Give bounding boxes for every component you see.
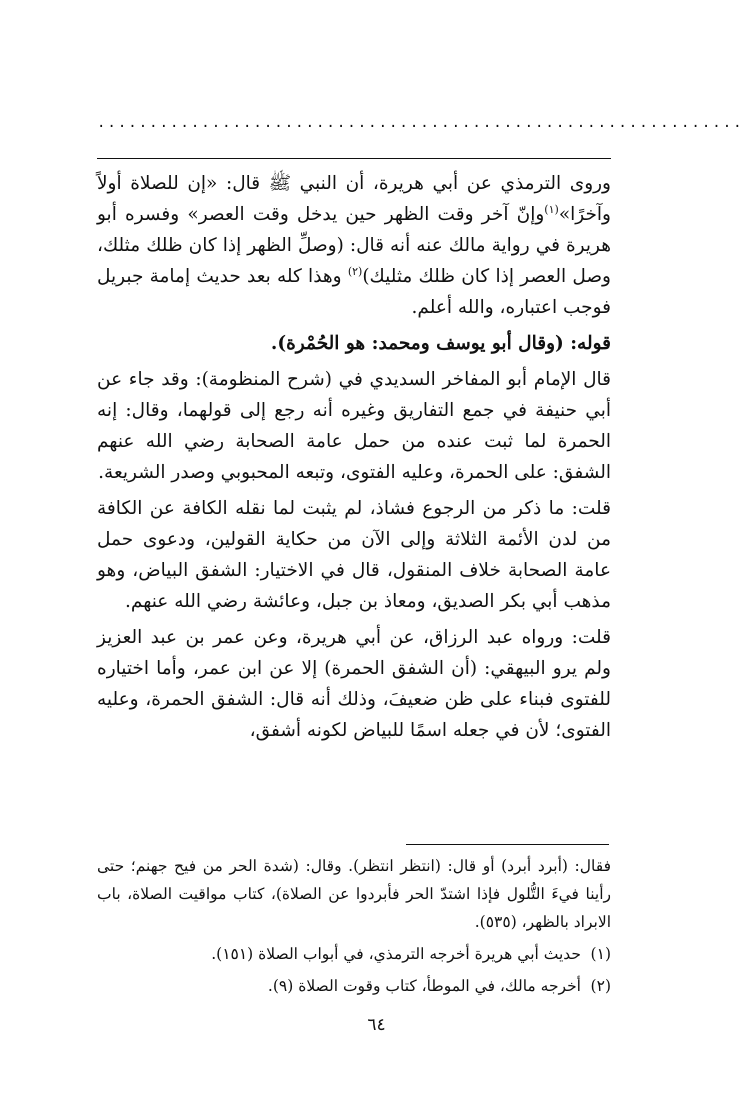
footnotes-section (97, 852, 611, 1000)
footnote-separator (406, 844, 609, 845)
paragraph (97, 168, 611, 323)
footnote-reference: (١) (544, 202, 559, 216)
paragraph-text: قلت: ورواه عبد الرزاق، عن أبي هريرة، وعن عمر بن عبد العزيز ولم يرو البيهقي: (أن الشفق الحمرة) إلا عن ابن عمر، وأما اختياره للفتوى فبناء على ظن ضعيفَ، وذلك أنه قال: الشفق الحمرة، وعليه الفتوى؛ لأن في جعله اسمًا للبياض لكونه أشفق، (97, 627, 611, 741)
main-text (97, 168, 611, 746)
paragraph (97, 493, 611, 617)
footnote-number: (١) (590, 945, 611, 963)
page-number: ٦٤ (367, 1015, 386, 1035)
footnote-text: حديث أبي هريرة أخرجه الترمذي، في أبواب الصلاة (١٥١). (211, 945, 581, 963)
paragraph-text: وهذا كله بعد حديث إمامة جبريل فوجب اعتباره، والله أعلم. (97, 266, 611, 318)
header-line (97, 158, 611, 159)
footnote-text: أخرجه مالك، في الموطأ، كتاب وقوت الصلاة (٩). (267, 977, 581, 995)
paragraph-text: قال الإمام أبو المفاخر السديدي في (شرح المنظومة): وقد جاء عن أبي حنيفة في جمع التفاريق وغيره أنه رجع إلى قولهما، وقال: إنه الحمرة لما ثبت عنده من حمل عامة الصحابة رضي الله عنهم الشفق: على الحمرة، وعليه الفتوى، وتبعه المحبوبي وصدر الشريعة. (97, 369, 611, 483)
dotted-header-rule: .............................................................. (97, 115, 744, 131)
paragraph (97, 622, 611, 746)
paragraph (97, 328, 611, 359)
paragraph-text: وروى الترمذي عن أبي هريرة، أن النبي ﷺ قال: «إن للصلاة أولاً وآخرًا» (97, 173, 611, 225)
footnote-number: (٢) (590, 977, 611, 995)
footnote-continuation: فقال: (أبرد أبرد) أو قال: (انتظر انتظر). وقال: (شدة الحر من فيح جهنم؛ حتى رأينا فيءَ التُّلول فإذا اشتدّ الحر فأبردوا عن الصلاة)، كتاب مواقيت الصلاة، باب الابراد بالظهر، (٥٣٥). (97, 857, 611, 931)
paragraph-text: وإنّ آخر وقت الظهر حين يدخل وقت العصر» وفسره أبو هريرة في رواية مالك عنه أنه قال: (وصلِّ الظهر إذا كان ظلك مثلك، وصل العصر إذا كان ظلك مثليك) (97, 204, 611, 287)
quoted-heading-text: قوله: (وقال أبو يوسف ومحمد: هو الحُمْرة). (270, 333, 611, 354)
paragraph-text: قلت: ما ذكر من الرجوع فشاذ، لم يثبت لما نقله الكافة عن الكافة من لدن الأئمة الثلاثة وإلى الآن من حكاية القولين، ودعوى حمل عامة الصحابة خلاف المنقول، قال في الاختيار: الشفق البياض، وهو مذهب أبي بكر الصديق، ومعاذ بن جبل، وعائشة رضي الله عنهم. (97, 498, 611, 612)
footnote-reference: (٢) (347, 264, 363, 278)
paragraph (97, 364, 611, 488)
footnote-item (97, 972, 611, 1000)
footnote-item (97, 940, 611, 968)
